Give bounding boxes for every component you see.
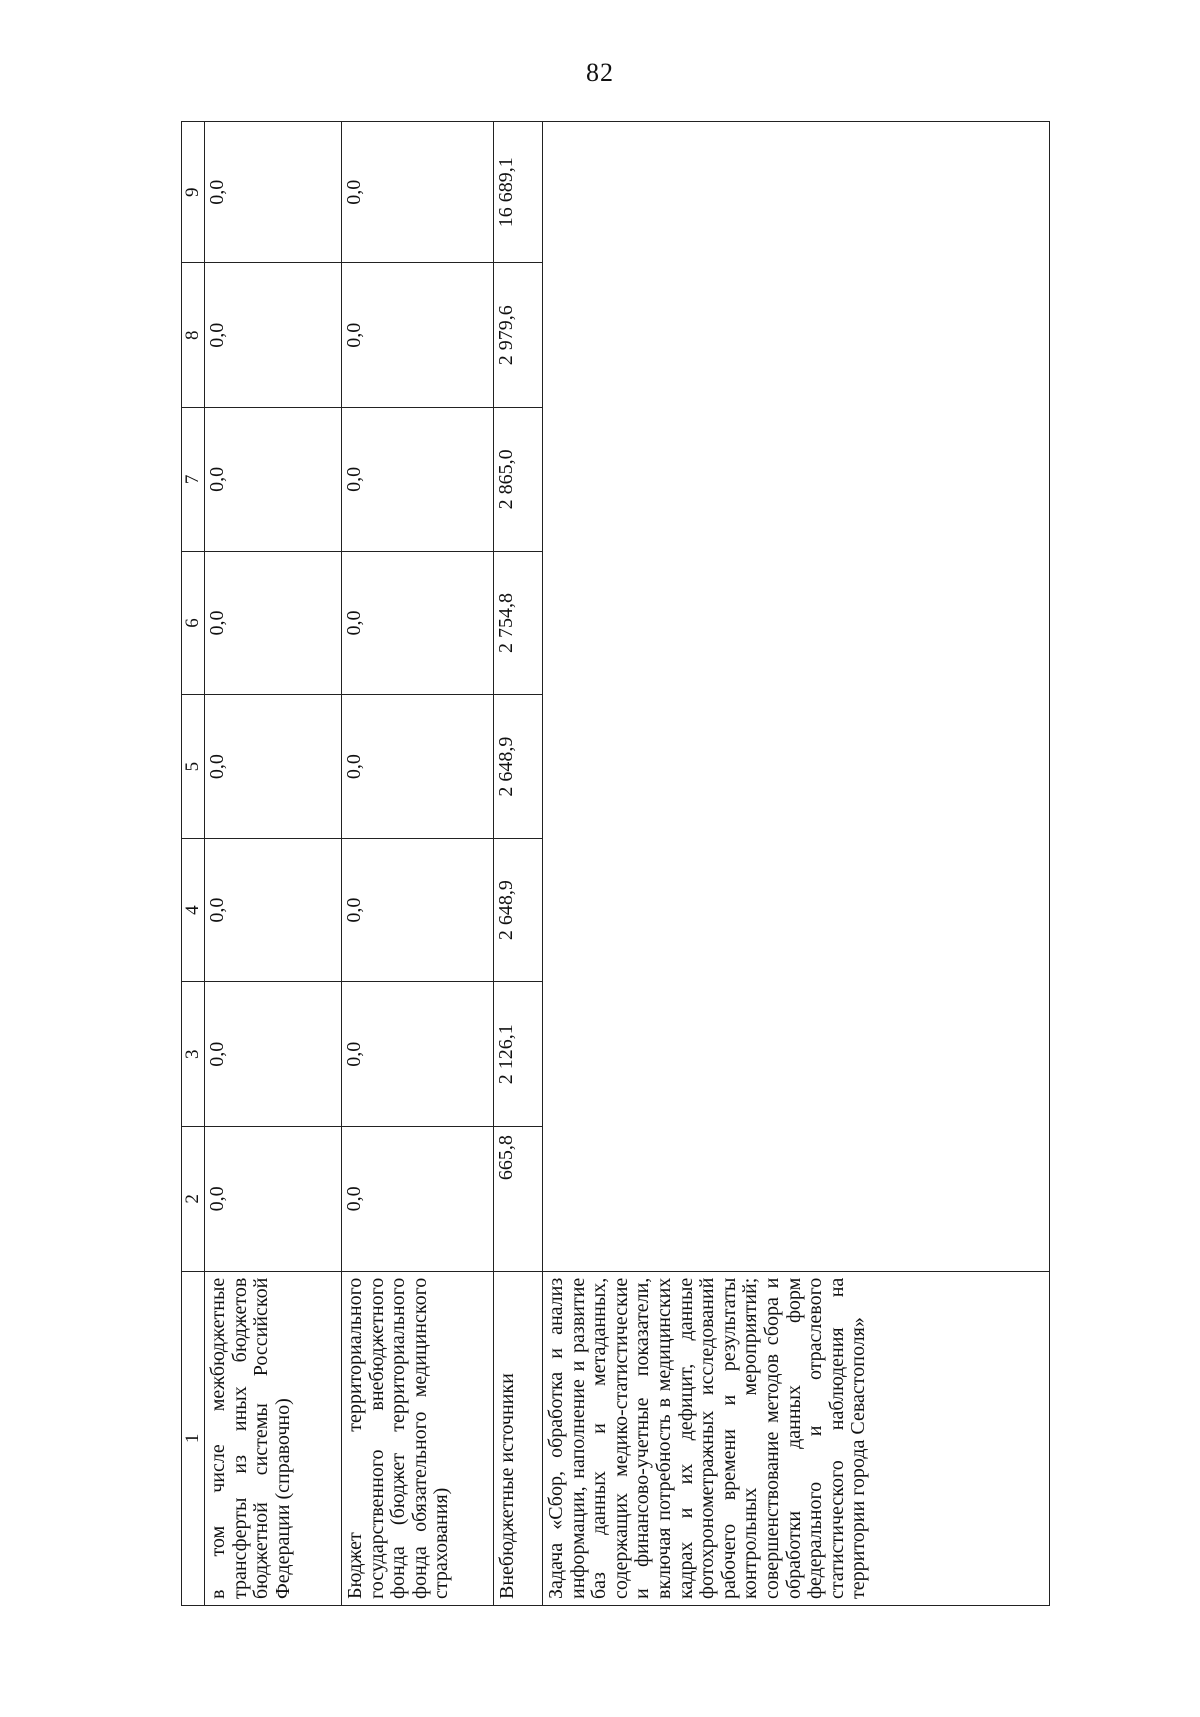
rotated-table-wrapper xyxy=(181,121,1050,1606)
table-cell: 0,0 xyxy=(205,263,342,408)
column-header: 1 xyxy=(182,1271,205,1605)
table-cell: 16 689,1 xyxy=(494,122,543,263)
table-cell: 0,0 xyxy=(342,982,494,1127)
table-cell: 2 979,6 xyxy=(494,263,543,408)
financing-table xyxy=(181,121,1050,1606)
table-cell: 0,0 xyxy=(342,695,494,839)
table-cell: 2 865,0 xyxy=(494,408,543,552)
table-cell: 0,0 xyxy=(342,122,494,263)
row-label: Бюджет территориального государственного внебюджетного фонда (бюджет территориального фонда обязательного медицинского страхования) xyxy=(342,1271,494,1605)
table-cell: 0,0 xyxy=(205,122,342,263)
table-cell: 2 126,1 xyxy=(494,982,543,1127)
table-cell: 665,8 xyxy=(494,1127,543,1272)
table-cell: 0,0 xyxy=(205,982,342,1127)
table-cell: 0,0 xyxy=(205,1127,342,1272)
table-cell: 2 648,9 xyxy=(494,695,543,839)
column-header: 3 xyxy=(182,982,205,1127)
page-number: 82 xyxy=(586,58,614,87)
table-row xyxy=(543,122,1050,1606)
header-row xyxy=(182,122,205,1606)
table-row xyxy=(342,122,494,1606)
column-header: 9 xyxy=(182,122,205,263)
column-header: 5 xyxy=(182,695,205,839)
table-viewport xyxy=(181,121,1050,1606)
table-cell: 2 648,9 xyxy=(494,838,543,982)
table-cell: 2 754,8 xyxy=(494,551,543,695)
row-label: Внебюджетные источники xyxy=(494,1271,543,1605)
table-row xyxy=(494,122,543,1606)
column-header: 6 xyxy=(182,551,205,695)
task-description: Задача «Сбор, обработка и анализ информации, наполнение и развитие баз данных и метаданных, содержащих медико-статистические и финансово-учетные показатели, включая потребность в медицинских кадрах и их дефицит, данные фотохронометражных исследований рабочего времени и результаты контрольных мероприятий; совершенствование методов сбора и обработки данных форм федерального и отраслевого статистического наблюдения на территории города Севастополя» xyxy=(543,1271,1050,1605)
column-header: 2 xyxy=(182,1127,205,1272)
table-cell: 0,0 xyxy=(205,838,342,982)
table-row xyxy=(205,122,342,1606)
table-cell: 0,0 xyxy=(342,1127,494,1272)
task-empty-cell xyxy=(543,122,1050,1272)
table-cell: 0,0 xyxy=(205,551,342,695)
table-cell: 0,0 xyxy=(342,551,494,695)
table-cell: 0,0 xyxy=(205,408,342,552)
column-header: 4 xyxy=(182,838,205,982)
column-header: 7 xyxy=(182,408,205,552)
table-cell: 0,0 xyxy=(342,263,494,408)
table-cell: 0,0 xyxy=(205,695,342,839)
column-header: 8 xyxy=(182,263,205,408)
row-label: в том числе межбюджетные трансферты из иных бюджетов бюджетной системы Российской Федерации (справочно) xyxy=(205,1271,342,1605)
table-cell: 0,0 xyxy=(342,408,494,552)
table-cell: 0,0 xyxy=(342,838,494,982)
